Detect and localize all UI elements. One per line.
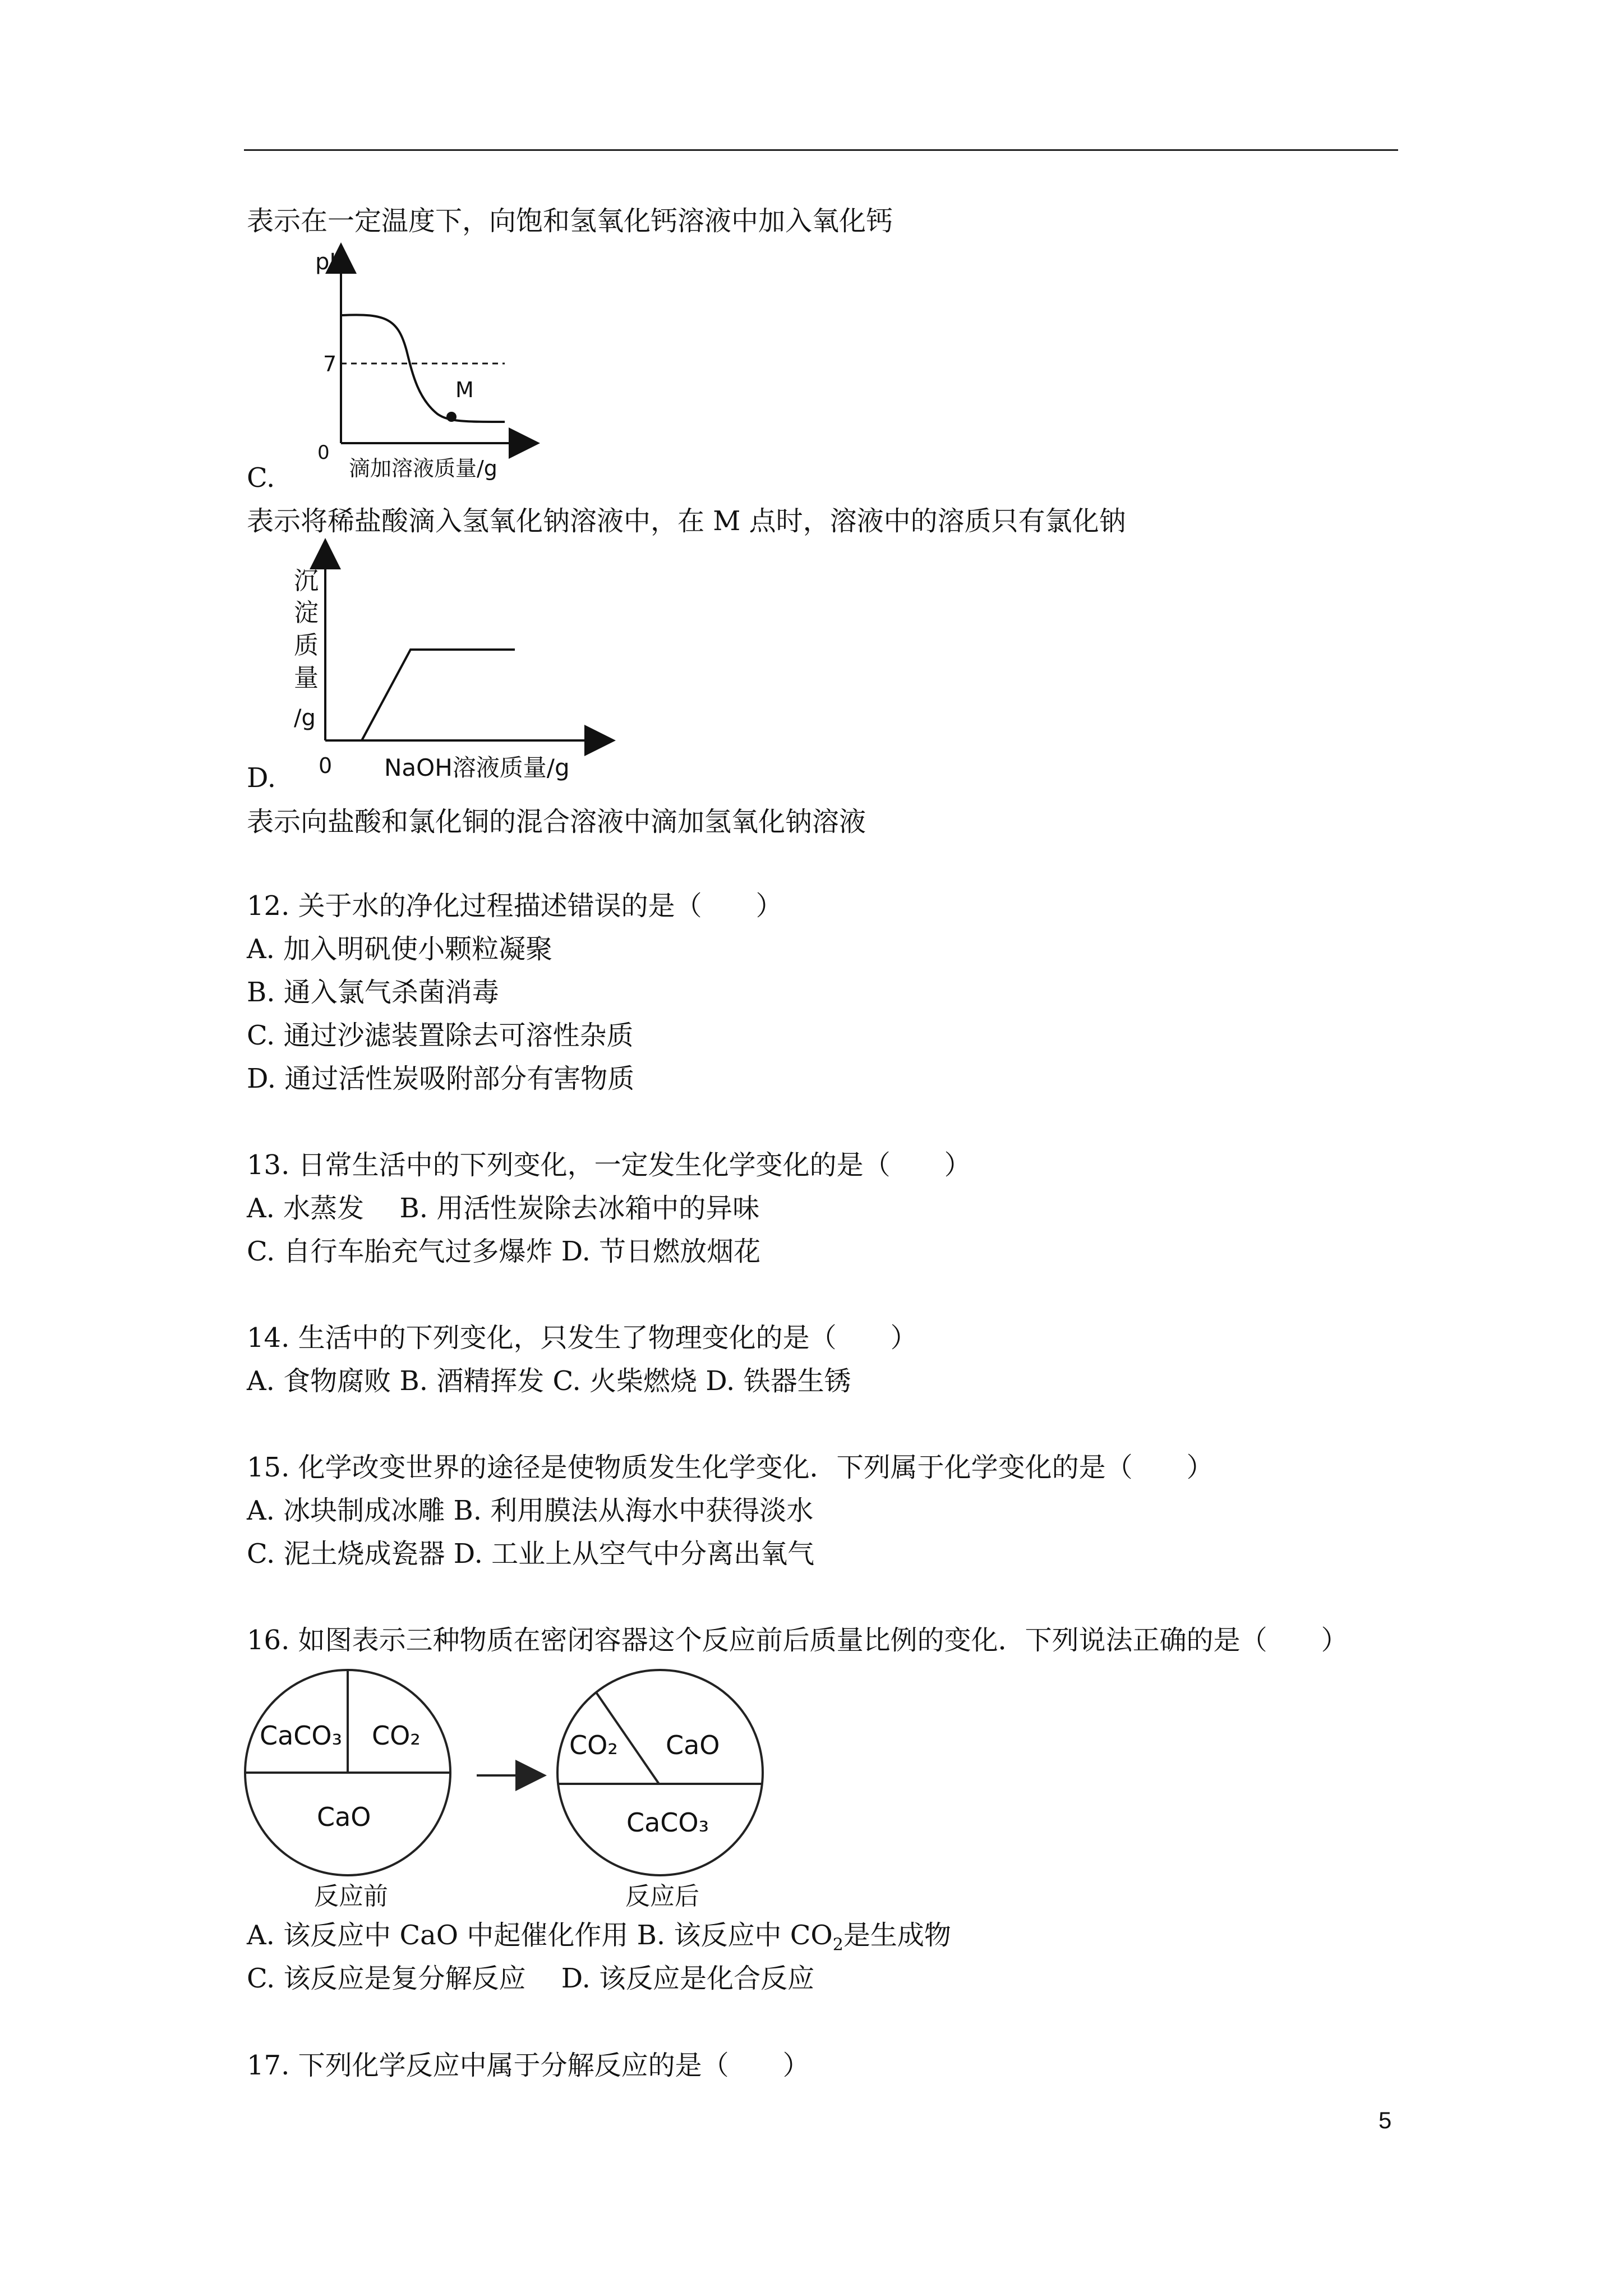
- q16-options-row1: [247, 1917, 951, 1963]
- q11-d-description: 表示向盐酸和氯化铜的混合溶液中滴加氢氧化钠溶液: [247, 806, 866, 838]
- after-segment-cao: CaO: [666, 1730, 720, 1760]
- x-axis-label: NaOH溶液质量/g: [384, 754, 570, 781]
- q11-c-label: C.: [247, 462, 275, 494]
- precipitate-line: [362, 650, 515, 740]
- tick-7: 7: [323, 352, 337, 376]
- q14-options-row1: A. 食物腐败 B. 酒精挥发 C. 火柴燃烧 D. 铁器生锈: [247, 1365, 851, 1397]
- q16-option-row1-part-b: 是生成物: [843, 1920, 951, 1951]
- origin-label: 0: [317, 441, 330, 464]
- q12-stem: 12. 关于水的净化过程描述错误的是（ ）: [247, 890, 783, 922]
- ph-curve: [342, 315, 505, 422]
- q17-stem: 17. 下列化学反应中属于分解反应的是（ ）: [247, 2050, 810, 2081]
- q12-option-b: B. 通入氯气杀菌消毒: [247, 977, 499, 1008]
- header-rule: [244, 149, 1398, 151]
- point-m: [446, 412, 457, 422]
- before-reaction-pie: [245, 1670, 450, 1875]
- after-segment-caco3: CaCO₃: [626, 1807, 709, 1838]
- q11-c-ph-graph: [303, 247, 538, 482]
- y-label-char-1: 沉: [294, 567, 319, 595]
- q12-option-a: A. 加入明矾使小颗粒凝聚: [247, 933, 553, 965]
- before-segment-co2: CO₂: [372, 1720, 421, 1751]
- q13-options-row1: A. 水蒸发 B. 用活性炭除去冰箱中的异味: [247, 1193, 760, 1224]
- before-segment-cao: CaO: [317, 1802, 371, 1832]
- q15-stem: 15. 化学改变世界的途径是使物质发生化学变化．下列属于化学变化的是（ ）: [247, 1452, 1214, 1483]
- q16-options-row2: C. 该反应是复分解反应 D. 该反应是化合反应: [247, 1963, 815, 1994]
- q11-d-precipitate-graph: [286, 547, 623, 794]
- point-m-label: M: [455, 378, 474, 402]
- q16-option-row1-subscript: 2: [832, 1935, 843, 1955]
- q16-pie-diagrams: [244, 1663, 794, 1916]
- page-number: 5: [1378, 2107, 1392, 2133]
- before-caption: 反应前: [314, 1882, 388, 1911]
- after-reaction-pie: [557, 1670, 763, 1875]
- q11-c-description: 表示将稀盐酸滴入氢氧化钠溶液中，在 M 点时，溶液中的溶质只有氯化钠: [247, 505, 1126, 537]
- q13-stem: 13. 日常生活中的下列变化，一定发生化学变化的是（ ）: [247, 1149, 971, 1181]
- before-segment-caco3: CaCO₃: [260, 1720, 343, 1751]
- q11-d-label: D.: [247, 762, 276, 794]
- q15-options-row1: A. 冰块制成冰雕 B. 利用膜法从海水中获得淡水: [247, 1495, 814, 1526]
- y-label-char-2: 淀: [294, 599, 319, 627]
- q14-stem: 14. 生活中的下列变化，只发生了物理变化的是（ ）: [247, 1322, 917, 1354]
- y-label-char-4: 量: [294, 664, 319, 692]
- q16-stem: 16. 如图表示三种物质在密闭容器这个反应前后质量比例的变化．下列说法正确的是（ ）: [247, 1625, 1348, 1656]
- q15-options-row2: C. 泥土烧成瓷器 D. 工业上从空气中分离出氧气: [247, 1538, 815, 1570]
- q13-options-row2: C. 自行车胎充气过多爆炸 D. 节日燃放烟花: [247, 1236, 761, 1267]
- y-label-char-5: /g: [294, 705, 316, 731]
- q11-b-description: 表示在一定温度下，向饱和氢氧化钙溶液中加入氧化钙: [247, 205, 893, 237]
- after-segment-co2: CO₂: [569, 1730, 618, 1760]
- q12-option-c: C. 通过沙滤装置除去可溶性杂质: [247, 1020, 634, 1051]
- q12-option-d: D. 通过活性炭吸附部分有害物质: [247, 1063, 635, 1094]
- after-caption: 反应后: [625, 1882, 699, 1911]
- q16-option-row1-part-a: A. 该反应中 CaO 中起催化作用 B. 该反应中 CO: [247, 1920, 833, 1951]
- y-label-char-3: 质: [294, 631, 319, 660]
- origin-label: 0: [319, 753, 333, 778]
- x-axis-label: 滴加溶液质量/g: [349, 456, 497, 481]
- y-axis-label: pH: [315, 249, 347, 275]
